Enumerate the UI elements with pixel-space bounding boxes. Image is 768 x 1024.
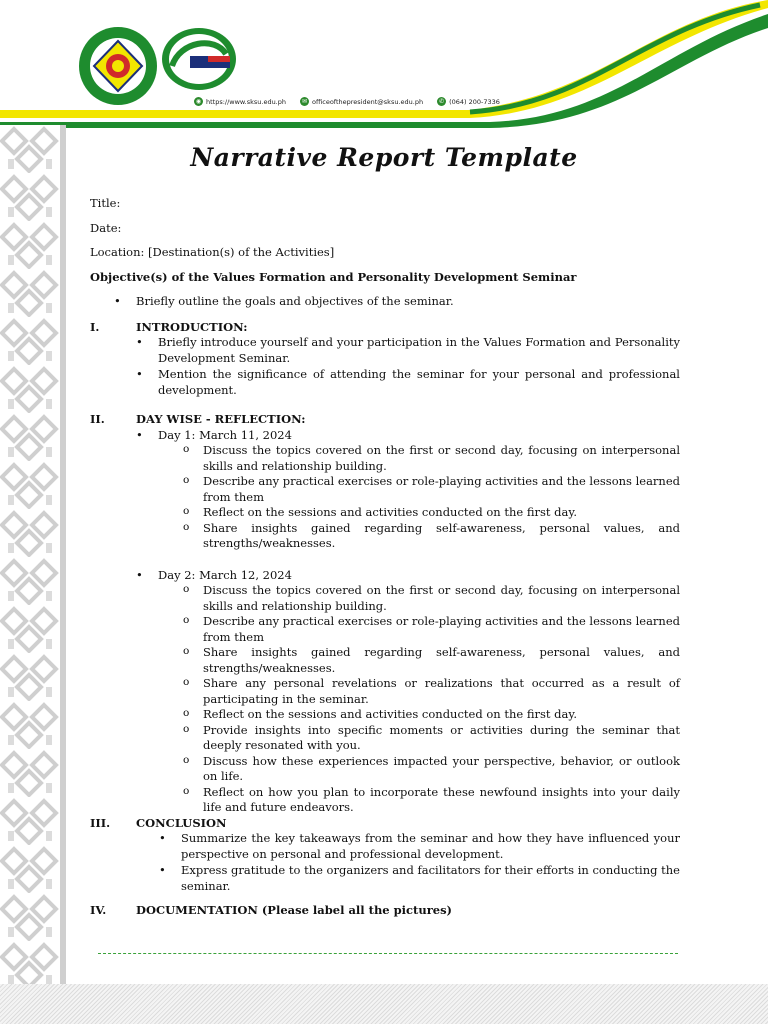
- section-numeral: I.: [90, 319, 100, 334]
- section-heading: [90, 816, 680, 832]
- section-title: INTRODUCTION:: [136, 319, 248, 334]
- day-2-sublist: [158, 583, 680, 816]
- website-contact: [194, 97, 286, 106]
- phone-icon: ✆: [439, 98, 445, 105]
- section-introduction: [90, 320, 680, 399]
- sub-list-item: o Provide insights into specific moments or activities during the seminar that deeply resonated with you.: [203, 723, 680, 754]
- footer-divider: [98, 953, 678, 954]
- phone-contact: [437, 97, 500, 106]
- section-numeral: IV.: [90, 903, 107, 917]
- website-text: https://www.sksu.edu.ph: [206, 97, 286, 106]
- title-field: Title:: [90, 196, 121, 210]
- email-text: officeofthepresident@sksu.edu.ph: [312, 97, 424, 106]
- university-seal-logo: [78, 26, 158, 106]
- date-field: Date:: [90, 220, 122, 235]
- list-item: • Express gratitude to the organizers and facilitators for their efforts in conducting the seminar.: [181, 863, 680, 894]
- section-heading: [90, 320, 680, 336]
- sub-list-item: o Discuss the topics covered on the first or second day, focusing on interpersonal skills and relationship building.: [203, 443, 680, 474]
- contact-row: [194, 97, 500, 106]
- introduction-list: [90, 335, 680, 398]
- section-conclusion: [90, 816, 680, 895]
- sub-list-item: o Describe any practical exercises or role-playing activities and the lessons learned from them: [203, 474, 680, 505]
- email-contact: [300, 97, 423, 106]
- objective-bullet: • Briefly outline the goals and objectives of the seminar.: [90, 294, 680, 310]
- day-1-sublist: [158, 443, 680, 552]
- document-title: Narrative Report Template: [190, 143, 578, 172]
- section-daywise-reflection: [90, 412, 680, 816]
- section-title: CONCLUSION: [136, 815, 227, 830]
- day-2-item: [158, 568, 680, 816]
- sub-list-item: o Discuss how these experiences impacted your perspective, behavior, or outlook on life.: [203, 754, 680, 785]
- sub-list-item: o Reflect on how you plan to incorporate these newfound insights into your daily life and future endeavors.: [203, 785, 680, 816]
- objective-heading: Objective(s) of the Values Formation and Personality Development Seminar: [90, 269, 577, 284]
- sub-list-item: o Share insights gained regarding self-awareness, personal values, and strengths/weaknesses.: [203, 645, 680, 676]
- list-item: • Summarize the key takeaways from the seminar and how they have influenced your perspective on personal and professional development.: [181, 831, 680, 862]
- sub-list-item: o Discuss the topics covered on the first or second day, focusing on interpersonal skills and relationship building.: [203, 583, 680, 614]
- list-item: • Briefly introduce yourself and your participation in the Values Formation and Personality Development Seminar.: [158, 335, 680, 366]
- section-numeral: III.: [90, 815, 111, 830]
- sub-list-item: o Reflect on the sessions and activities conducted on the first day.: [203, 505, 680, 521]
- globe-icon: ◉: [195, 98, 202, 105]
- sub-list-item: o Describe any practical exercises or role-playing activities and the lessons learned from them: [203, 614, 680, 645]
- program-logo: [160, 26, 238, 92]
- email-icon: ✉: [301, 98, 308, 105]
- list-item: • Mention the significance of attending the seminar for your personal and professional development.: [158, 367, 680, 398]
- conclusion-list: [90, 831, 680, 894]
- sub-list-item: o Share insights gained regarding self-awareness, personal values, and strengths/weaknesses.: [203, 521, 680, 552]
- location-field: Location: [Destination(s) of the Activities]: [90, 245, 335, 259]
- document-body: [90, 196, 680, 919]
- phone-text: (064) 200-7336: [449, 97, 500, 106]
- sub-list-item: o Share any personal revelations or realizations that occurred as a result of participating in the seminar.: [203, 676, 680, 707]
- day-list: [90, 428, 680, 816]
- section-heading: [90, 412, 680, 428]
- left-decorative-border: [0, 125, 66, 985]
- section-numeral: II.: [90, 412, 105, 426]
- sub-list-item: o Reflect on the sessions and activities conducted on the first day.: [203, 707, 680, 723]
- bottom-decorative-strip: [0, 984, 768, 1024]
- day-2-label: Day 2: March 12, 2024: [158, 567, 292, 582]
- day-1-item: [158, 428, 680, 567]
- section-heading: [90, 903, 680, 919]
- section-documentation: [90, 903, 680, 919]
- letterhead: [0, 0, 768, 130]
- section-title: DOCUMENTATION (Please label all the pictures): [136, 903, 453, 917]
- section-title: DAY WISE - REFLECTION:: [136, 412, 306, 426]
- day-1-label: Day 1: March 11, 2024: [158, 427, 292, 442]
